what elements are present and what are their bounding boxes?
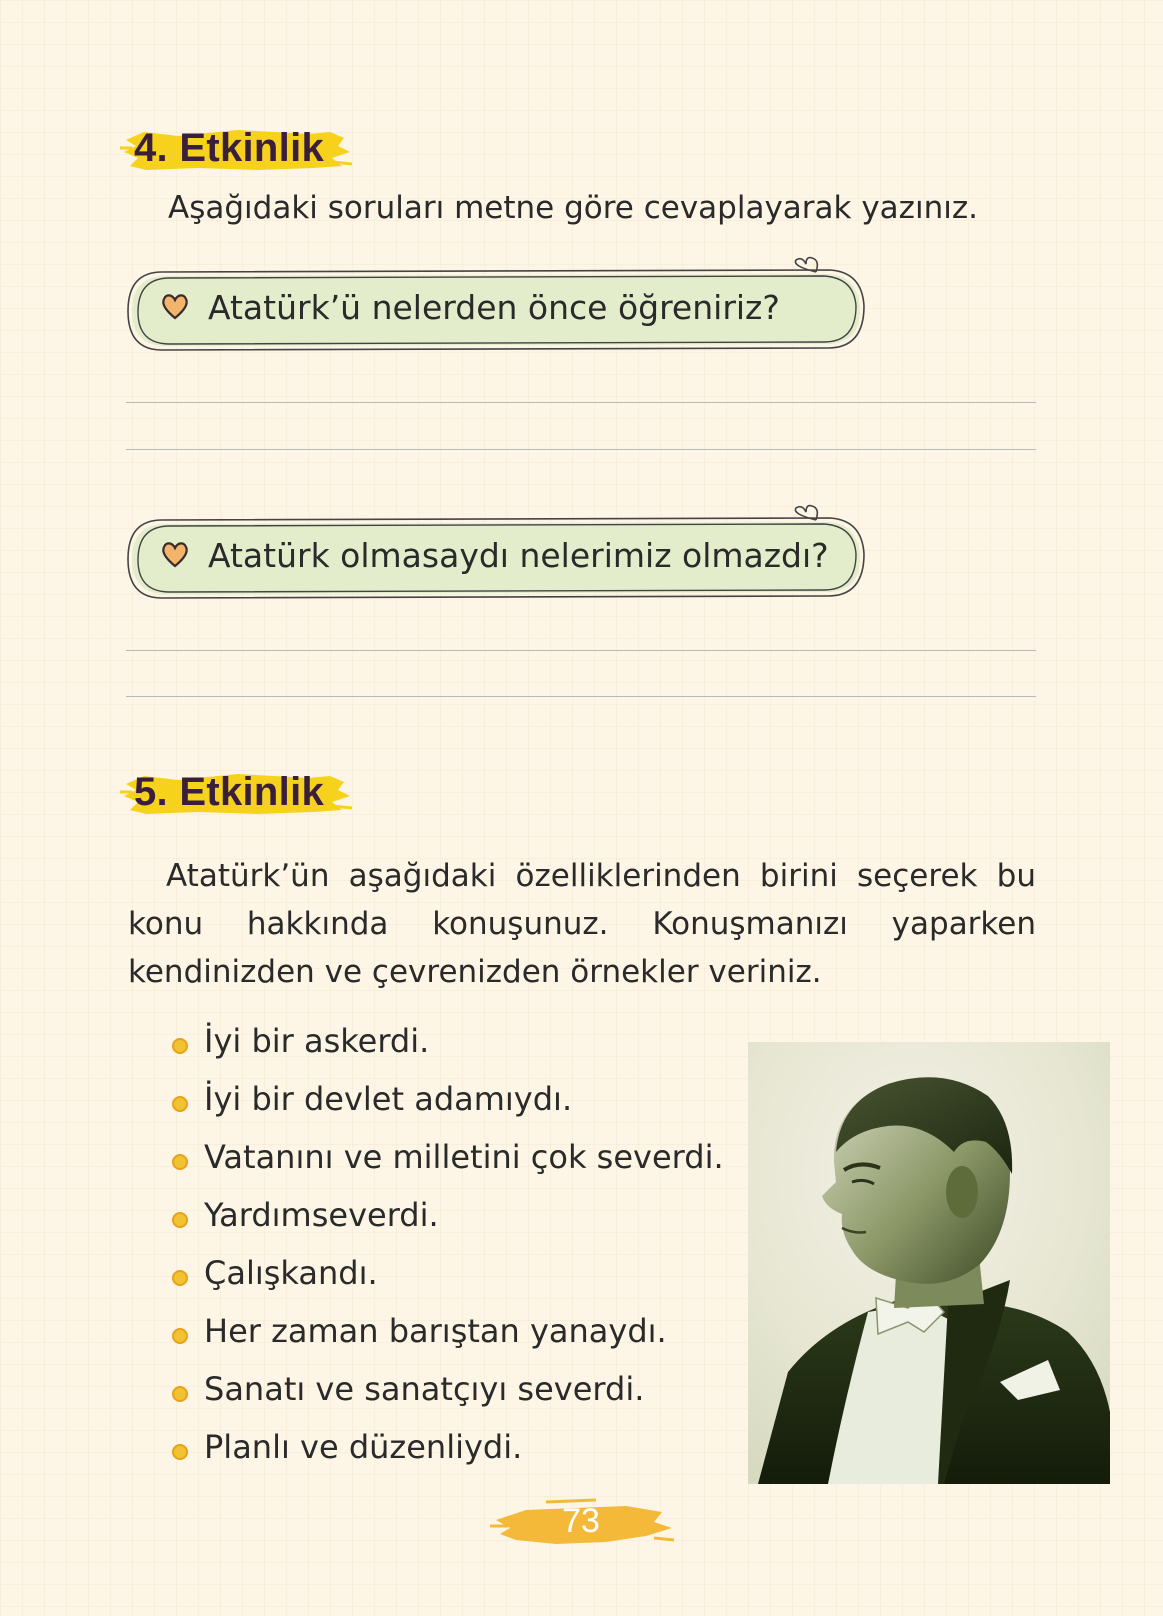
trait-text: Vatanını ve milletini çok severdi. (204, 1138, 724, 1176)
question-box-1 (126, 256, 886, 356)
bullet-dot-icon (172, 1038, 188, 1054)
bullet-dot-icon (172, 1444, 188, 1460)
activity-5-paragraph (128, 852, 1036, 996)
list-item (168, 1016, 724, 1074)
list-item (168, 1364, 724, 1422)
heart-icon (160, 540, 190, 568)
trait-text: Çalışkandı. (204, 1254, 378, 1292)
bullet-dot-icon (172, 1096, 188, 1112)
list-item (168, 1248, 724, 1306)
bullet-dot-icon (172, 1328, 188, 1344)
trait-text: Her zaman barıştan yanaydı. (204, 1312, 667, 1350)
list-item (168, 1074, 724, 1132)
bullet-dot-icon (172, 1212, 188, 1228)
list-item (168, 1422, 724, 1480)
heart-icon (160, 292, 190, 320)
list-item (168, 1190, 724, 1248)
activity-4-instruction: Aşağıdaki soruları metne göre cevaplayarak yazınız. (168, 190, 978, 226)
list-item (168, 1132, 724, 1190)
trait-text: Planlı ve düzenliydi. (204, 1428, 523, 1466)
activity-4-title: 4. Etkinlik (134, 126, 325, 170)
list-item (168, 1306, 724, 1364)
answer-line[interactable] (126, 449, 1036, 450)
answer-line[interactable] (126, 696, 1036, 697)
activity-5-heading (118, 762, 378, 826)
activity-5-paragraph-text: Atatürk’ün aşağıdaki özelliklerinden birini seçerek bu konu hakkında konuşunuz. Konuşmanızı yaparken kendinizden ve çevrenizden örnekler veriniz. (128, 858, 1036, 990)
answer-line[interactable] (126, 402, 1036, 403)
page-number-badge (486, 1490, 676, 1560)
trait-list (168, 1016, 724, 1480)
trait-text: İyi bir askerdi. (204, 1022, 430, 1060)
bullet-dot-icon (172, 1270, 188, 1286)
bullet-dot-icon (172, 1154, 188, 1170)
activity-4-heading (118, 118, 378, 182)
question-text-1: Atatürk’ü nelerden önce öğreniriz? (208, 288, 780, 327)
activity-5-title: 5. Etkinlik (134, 770, 325, 814)
question-text-2: Atatürk olmasaydı nelerimiz olmazdı? (208, 536, 829, 575)
answer-line[interactable] (126, 650, 1036, 651)
trait-text: Sanatı ve sanatçıyı severdi. (204, 1370, 645, 1408)
trait-text: Yardımseverdi. (204, 1196, 439, 1234)
bullet-dot-icon (172, 1386, 188, 1402)
trait-text: İyi bir devlet adamıydı. (204, 1080, 573, 1118)
ataturk-portrait-photo (748, 1042, 1110, 1484)
question-box-2 (126, 504, 886, 604)
page-number: 73 (562, 1502, 600, 1540)
